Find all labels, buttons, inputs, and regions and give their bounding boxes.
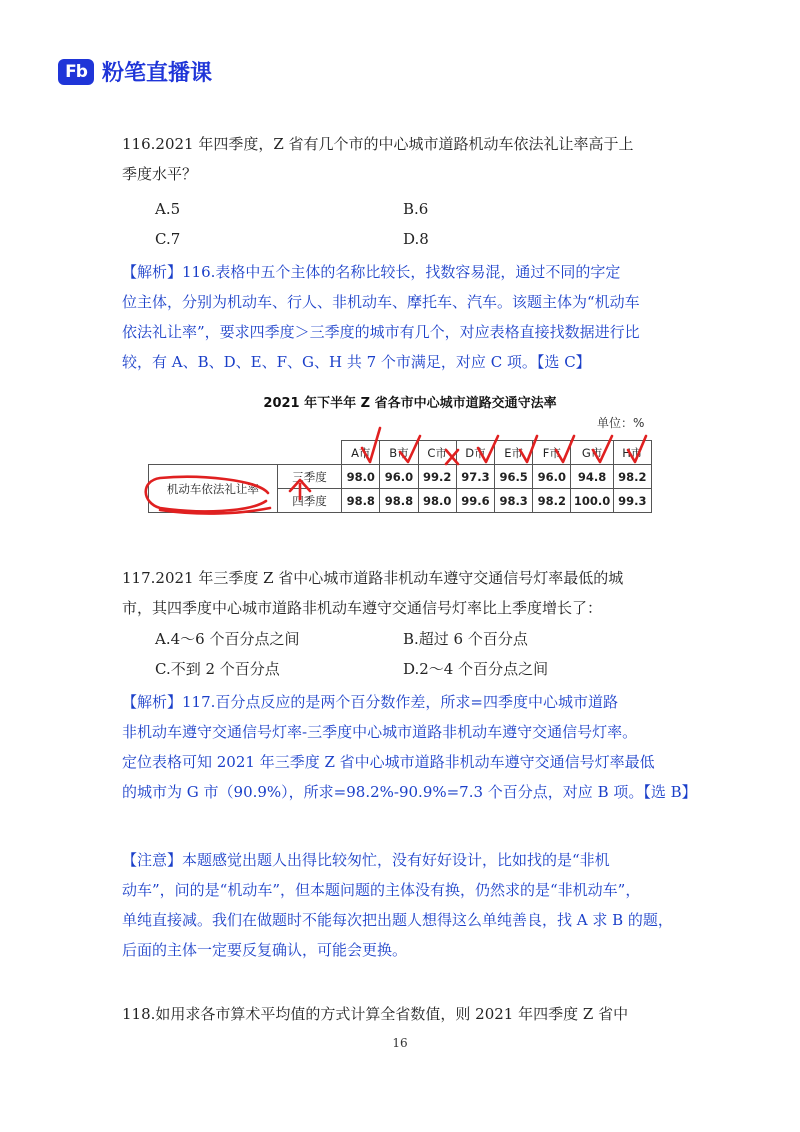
- q117-note-line2: 动车”，问的是“机动车”，但本题问题的主体没有换，仍然求的是“非机动车”，: [122, 881, 641, 899]
- brand-logo: [58, 56, 212, 87]
- table-cell: 98.2: [613, 465, 651, 489]
- q116-option-a: A.5: [155, 200, 181, 218]
- q116-analysis-line2: 位主体，分别为机动车、行人、非机动车、摩托车、汽车。该题主体为“机动车: [122, 293, 640, 311]
- table-title: 2021 年下半年 Z 省各市中心城市道路交通守法率: [263, 396, 557, 411]
- q117-stem-line1: 117.2021 年三季度 Z 省中心城市道路非机动车遵守交通信号灯率最低的城: [122, 569, 624, 587]
- table-cell: 98.2: [533, 489, 571, 513]
- brand-name: 粉笔直播课: [102, 61, 213, 86]
- city-header: A市: [342, 441, 380, 465]
- q117-analysis-line4: 的城市为 G 市（90.9%），所求=98.2%-90.9%=7.3 个百分点，对应 B 项。【选 B】: [122, 783, 697, 801]
- q117-analysis-line1: 【解析】117.百分点反应的是两个百分数作差，所求=四季度中心城市道路: [122, 693, 618, 711]
- city-header: H市: [613, 441, 651, 465]
- table-cell: 98.0: [418, 489, 456, 513]
- q118-stem-line1: 118.如用求各市算术平均值的方式计算全省数值，则 2021 年四季度 Z 省中: [122, 1005, 629, 1023]
- table-cell: 100.0: [571, 489, 613, 513]
- city-header: E市: [495, 441, 533, 465]
- q117-option-a: A.4～6 个百分点之间: [155, 630, 300, 648]
- q116-analysis-line3: 依法礼让率”，要求四季度＞三季度的城市有几个，对应表格直接找数据进行比: [122, 323, 640, 341]
- q117-option-b: B.超过 6 个百分点: [403, 630, 528, 648]
- row-group-label: 机动车依法礼让率: [149, 465, 278, 513]
- quarter-label: 三季度: [277, 465, 341, 489]
- q116-analysis-line1: 【解析】116.表格中五个主体的名称比较长，找数容易混，通过不同的字定: [122, 263, 621, 281]
- data-table: [148, 440, 652, 513]
- q116-stem-line2: 季度水平？: [122, 165, 198, 183]
- q117-analysis-line2: 非机动车遵守交通信号灯率-三季度中心城市道路非机动车遵守交通信号灯率。: [122, 723, 638, 741]
- city-header: C市: [418, 441, 456, 465]
- city-header: B市: [380, 441, 418, 465]
- page-number: 16: [392, 1036, 408, 1050]
- table-cell: 98.3: [495, 489, 533, 513]
- city-header: D市: [456, 441, 494, 465]
- table-cell: 97.3: [456, 465, 494, 489]
- q117-option-c: C.不到 2 个百分点: [155, 660, 280, 678]
- table-row: [149, 465, 652, 489]
- table-cell: 98.8: [342, 489, 380, 513]
- q116-option-b: B.6: [403, 200, 429, 218]
- table-cell: 96.0: [533, 465, 571, 489]
- table-cell: 98.8: [380, 489, 418, 513]
- q117-stem-line2: 市，其四季度中心城市道路非机动车遵守交通信号灯率比上季度增长了：: [122, 599, 603, 617]
- table-unit: 单位：%: [597, 416, 645, 430]
- table-cell: 99.6: [456, 489, 494, 513]
- table-corner: [149, 441, 342, 465]
- q117-note-line4: 后面的主体一定要反复确认，可能会更换。: [122, 941, 408, 959]
- q116-analysis-line4: 较，有 A、B、D、E、F、G、H 共 7 个市满足，对应 C 项。【选 C】: [122, 353, 591, 371]
- q116-option-c: C.7: [155, 230, 181, 248]
- table-cell: 96.0: [380, 465, 418, 489]
- table-cell: 98.0: [342, 465, 380, 489]
- table-header-row: [149, 441, 652, 465]
- city-header: G市: [571, 441, 613, 465]
- table-cell: 99.2: [418, 465, 456, 489]
- quarter-label: 四季度: [277, 489, 341, 513]
- q117-note-line1: 【注意】本题感觉出题人出得比较匆忙，没有好好设计，比如找的是“非机: [122, 851, 610, 869]
- q117-option-d: D.2～4 个百分点之间: [403, 660, 549, 678]
- table-cell: 96.5: [495, 465, 533, 489]
- table-cell: 99.3: [613, 489, 651, 513]
- q117-analysis-line3: 定位表格可知 2021 年三季度 Z 省中心城市道路非机动车遵守交通信号灯率最低: [122, 753, 655, 771]
- q116-stem-line1: 116.2021 年四季度，Z 省有几个市的中心城市道路机动车依法礼让率高于上: [122, 135, 634, 153]
- q117-note-line3: 单纯直接减。我们在做题时不能每次把出题人想得这么单纯善良，找 A 求 B 的题，: [122, 911, 673, 929]
- city-header: F市: [533, 441, 571, 465]
- fenbi-logo-icon: Fb: [58, 59, 94, 85]
- q116-option-d: D.8: [403, 230, 429, 248]
- table-cell: 94.8: [571, 465, 613, 489]
